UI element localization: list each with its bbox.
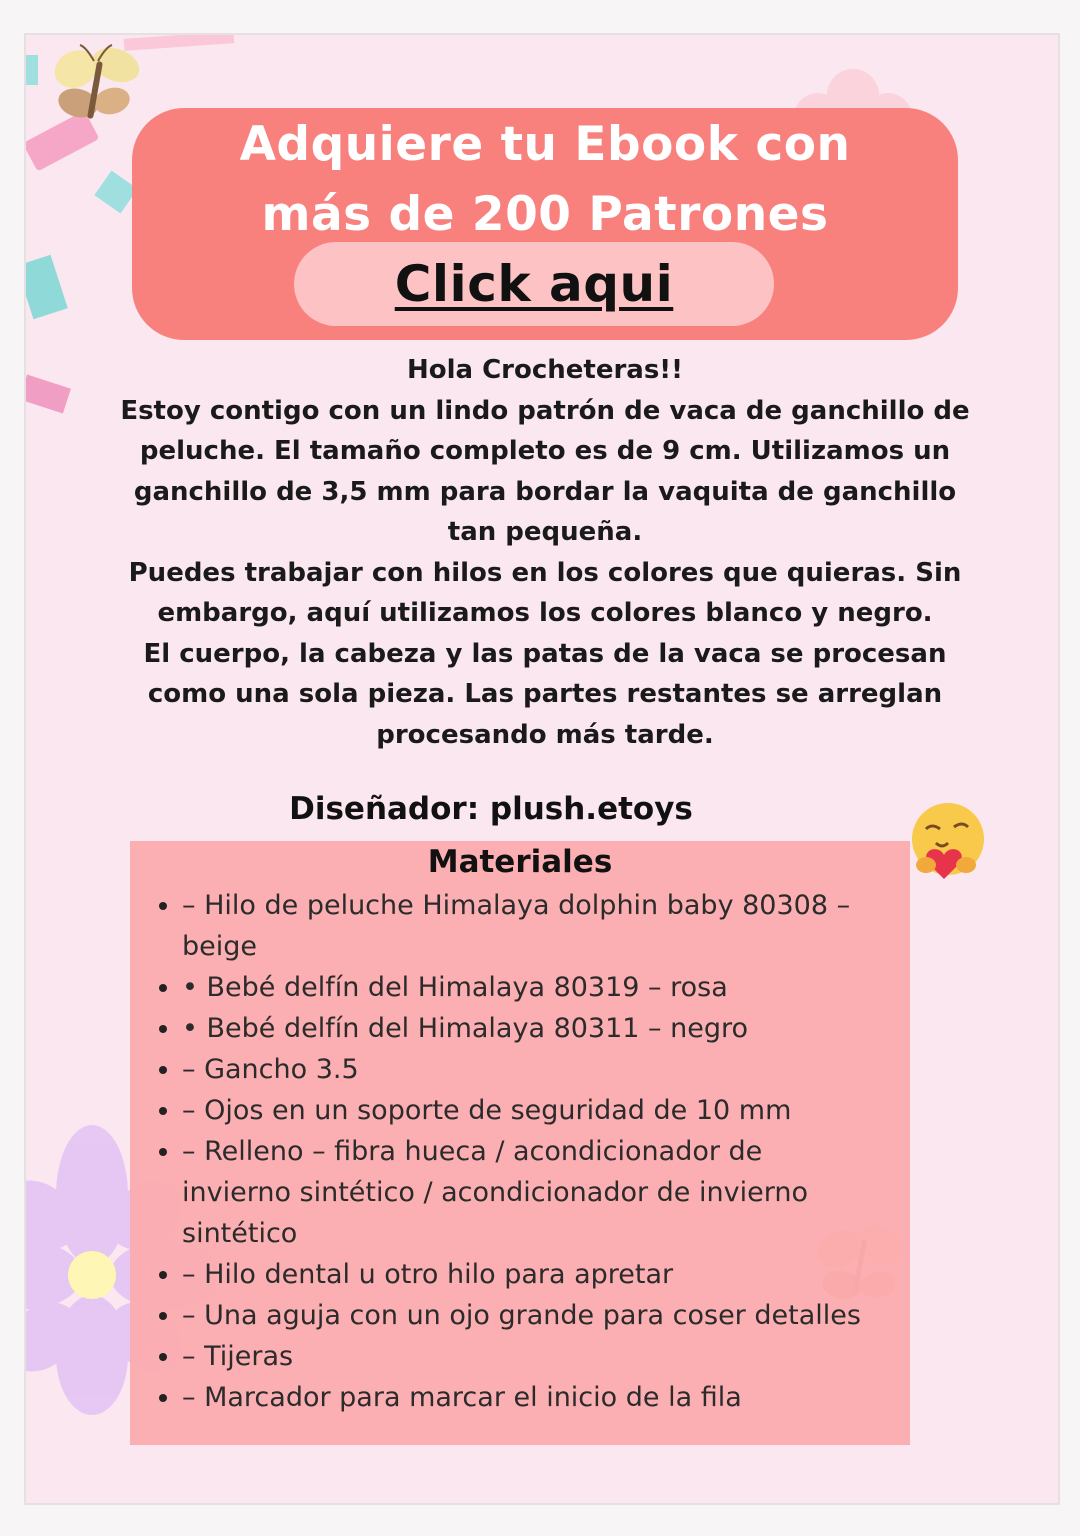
designer-credit: Diseñador: plush.etoys [289, 791, 693, 827]
list-item: • – Hilo dental u otro hilo para apretar [182, 1254, 870, 1295]
click-here-label[interactable]: Click aqui [394, 255, 674, 313]
confetti-decoration [26, 55, 38, 85]
intro-paragraph: Estoy contigo con un lindo patrón de vaca de ganchillo de peluche. El tamaño completo es de 9 cm. Utilizamos un ganchillo de 3,5 mm para bordar la vaquita de ganchillo tan pequeña. [120, 395, 970, 547]
flyer-page [24, 33, 1060, 1505]
click-here-button[interactable] [294, 242, 774, 326]
list-item: • – Ojos en un soporte de seguridad de 10 mm [182, 1090, 870, 1131]
list-item: • – Relleno – fibra hueca / acondicionador de invierno sintético / acondicionador de invierno sintético [182, 1131, 870, 1254]
ebook-banner [132, 108, 958, 340]
intro-text [110, 350, 980, 755]
list-item: • • Bebé delfín del Himalaya 80311 – negro [182, 1008, 870, 1049]
list-item: • – Gancho 3.5 [182, 1049, 870, 1090]
hugging-face-emoji-icon [908, 799, 988, 883]
banner-title-line: más de 200 Patrones [261, 187, 829, 242]
banner-title [132, 110, 958, 250]
banner-title-line: Adquiere tu Ebook con [239, 117, 851, 172]
confetti-decoration [24, 255, 68, 319]
materials-box [130, 841, 910, 1445]
list-item: • – Marcador para marcar el inicio de la fila [182, 1377, 870, 1418]
list-item: • – Tijeras [182, 1336, 870, 1377]
intro-paragraph: El cuerpo, la cabeza y las patas de la vaca se procesan como una sola pieza. Las partes restantes se arreglan procesando más tarde. [143, 638, 947, 750]
list-item: • • Bebé delfín del Himalaya 80319 – rosa [182, 967, 870, 1008]
materials-list [130, 885, 910, 1418]
greeting: Hola Crocheteras!! [406, 355, 684, 385]
list-item: • – Hilo de peluche Himalaya dolphin baby 80308 – beige [182, 885, 870, 967]
confetti-decoration [24, 375, 71, 414]
list-item: • – Una aguja con un ojo grande para coser detalles [182, 1295, 870, 1336]
butterfly-icon [42, 41, 146, 137]
intro-paragraph: Puedes trabajar con hilos en los colores que quieras. Sin embargo, aquí utilizamos los colores blanco y negro. [128, 557, 962, 628]
materials-title: Materiales [427, 844, 613, 880]
